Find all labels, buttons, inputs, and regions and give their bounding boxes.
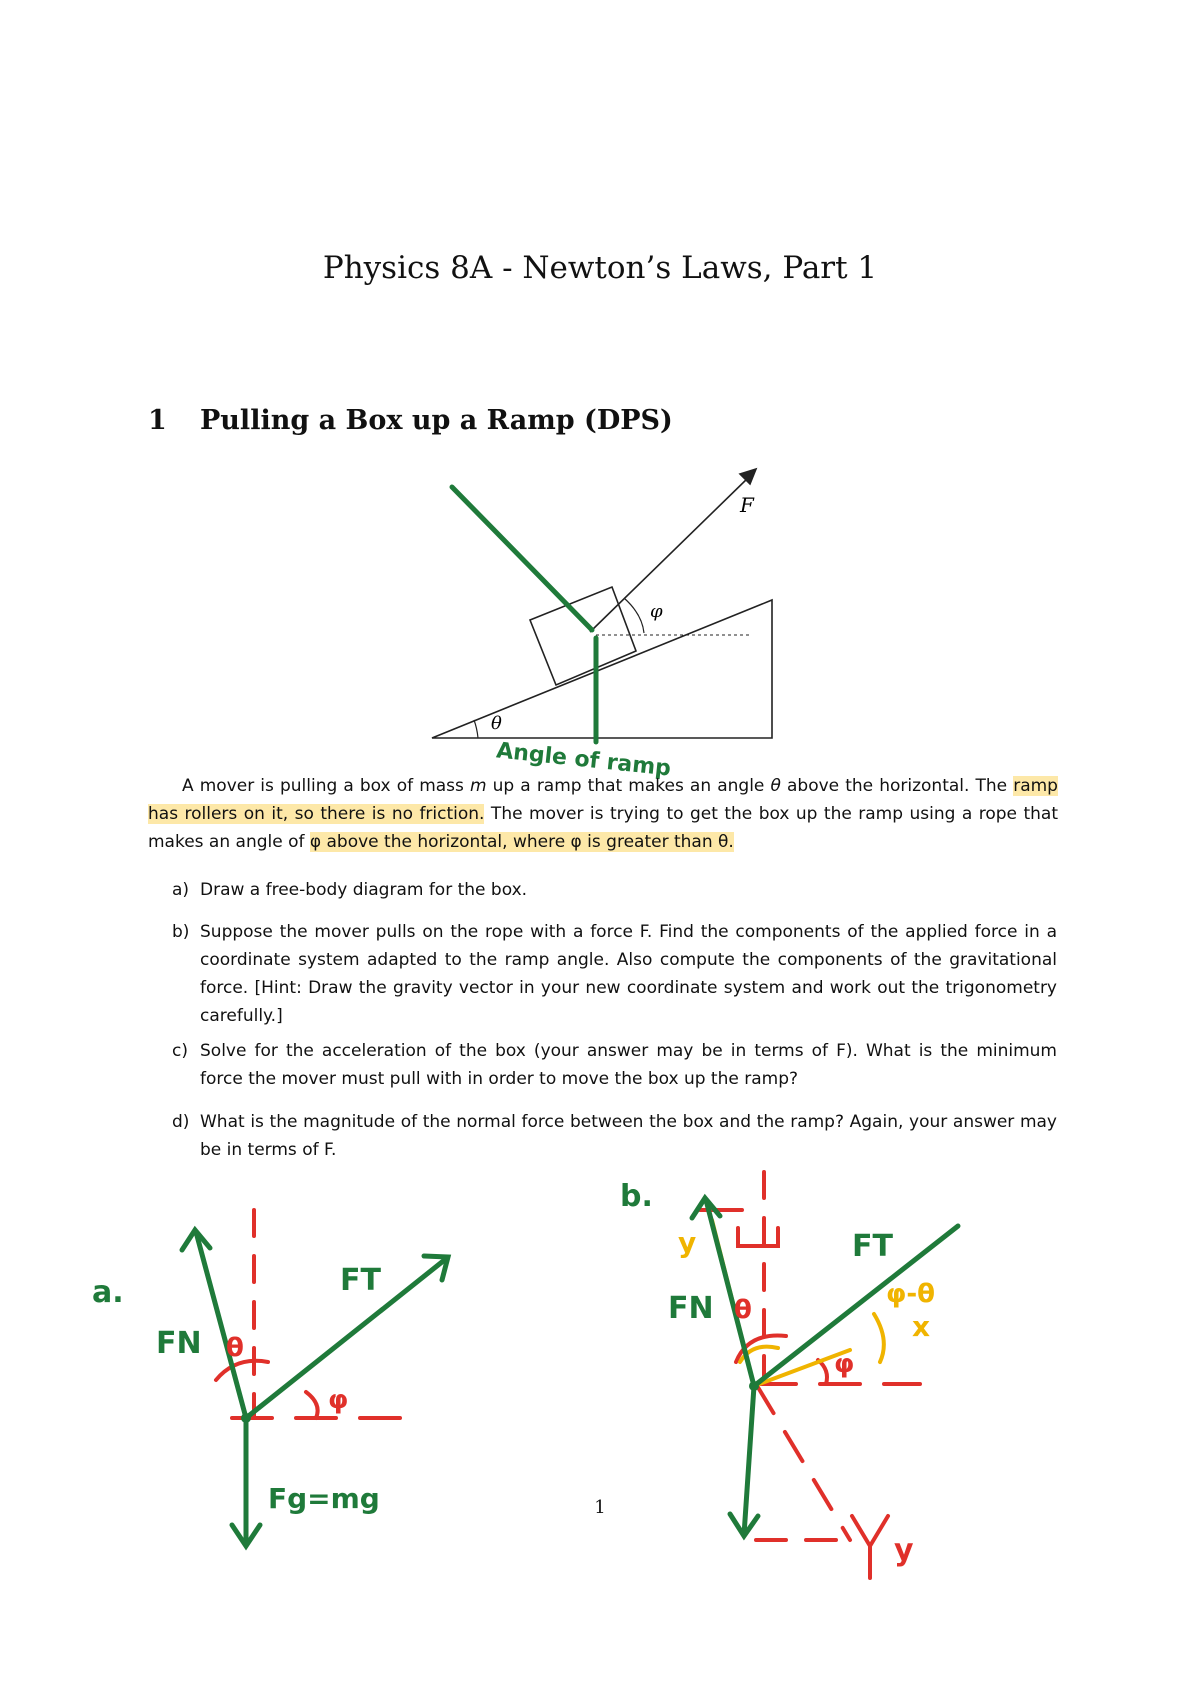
- ramp-diagram: [432, 469, 772, 738]
- theta-label: θ: [491, 713, 502, 734]
- x-axis-label: x: [912, 1310, 931, 1343]
- problem-intro: [148, 772, 1058, 856]
- normal-force-arrow: [196, 1232, 246, 1418]
- highlight-phi-theta: φ above the horizontal, where φ is greater than θ.: [309, 832, 734, 852]
- green-annotations: [452, 487, 596, 742]
- section-number: 1: [148, 405, 167, 436]
- question-text: Solve for the acceleration of the box (your answer may be in terms of F). What is the minimum force the mover must pull with in order to move the box up the ramp?: [200, 1041, 1057, 1089]
- normal-force-label-b: FN: [668, 1291, 714, 1326]
- force-arrow: [590, 476, 750, 632]
- question-item: [172, 876, 1057, 904]
- question-item: [172, 918, 1057, 1030]
- highlight-no-friction: ramp has rollers on it, so there is no friction.: [148, 776, 1058, 824]
- phi-minus-theta-arc: [874, 1314, 884, 1362]
- point-mass-b: [749, 1381, 759, 1391]
- intro-text-1: A mover is pulling a box of mass: [182, 776, 470, 796]
- theta-variable: θ: [770, 776, 781, 796]
- point-mass-a: [241, 1413, 251, 1423]
- phi-arc-a: [306, 1392, 318, 1418]
- mass-variable: m: [469, 776, 487, 796]
- question-item: [172, 1108, 1057, 1164]
- question-text: Draw a free-body diagram for the box.: [200, 880, 528, 900]
- phi-label: φ: [650, 601, 663, 622]
- intro-text-4: The mover is trying to get the box up the ramp using a rope that makes an angle of: [148, 804, 1058, 852]
- angle-of-ramp-annotation: Angle of ramp: [495, 738, 673, 782]
- theta-arc-a: [216, 1361, 268, 1380]
- question-text: Suppose the mover pulls on the rope with a force F. Find the components of the applied force in a coordinate system adapted to the ramp angle. Also compute the components of the gravitational force. [Hint: Draw the gravity vector in your new coordinate system and work out the trigonometry carefully.]: [200, 922, 1057, 1026]
- y-mark-bottom: [852, 1516, 888, 1578]
- normal-force-label: FN: [156, 1326, 202, 1361]
- negative-y-label: y: [894, 1533, 914, 1568]
- section-title: Pulling a Box up a Ramp (DPS): [200, 405, 673, 436]
- question-label: b): [172, 922, 190, 942]
- question-label: a): [172, 880, 190, 900]
- gravity-label: Fg=mg: [268, 1482, 380, 1515]
- tension-label-b: FT: [852, 1229, 893, 1264]
- theta-label-a: θ: [226, 1333, 244, 1363]
- rope-line: [452, 487, 592, 630]
- phi-label-a: φ: [328, 1385, 349, 1415]
- sketch-a: [92, 1210, 448, 1546]
- question-label: d): [172, 1112, 190, 1132]
- force-label: F: [740, 493, 754, 517]
- theta-arc: [474, 720, 478, 738]
- question-text: What is the magnitude of the normal force between the box and the ramp? Again, your answer may be in terms of F.: [200, 1112, 1057, 1160]
- intro-text-3: above the horizontal. The: [780, 776, 1014, 796]
- y-axis-label: y: [678, 1226, 697, 1259]
- question-label: c): [172, 1041, 188, 1061]
- theta-label-b: θ: [734, 1295, 752, 1325]
- tension-label: FT: [340, 1263, 381, 1298]
- page-number: 1: [594, 1497, 606, 1518]
- sketch-b-label: b.: [620, 1179, 653, 1214]
- sketch-a-label: a.: [92, 1275, 124, 1310]
- intro-text-2: up a ramp that makes an angle: [486, 776, 771, 796]
- phi-minus-theta-label: φ-θ: [886, 1279, 935, 1309]
- force-arrowhead: [740, 469, 756, 484]
- phi-label-b: φ: [834, 1349, 855, 1379]
- page-title: Physics 8A - Newton’s Laws, Part 1: [322, 250, 878, 286]
- question-item: [172, 1037, 1057, 1093]
